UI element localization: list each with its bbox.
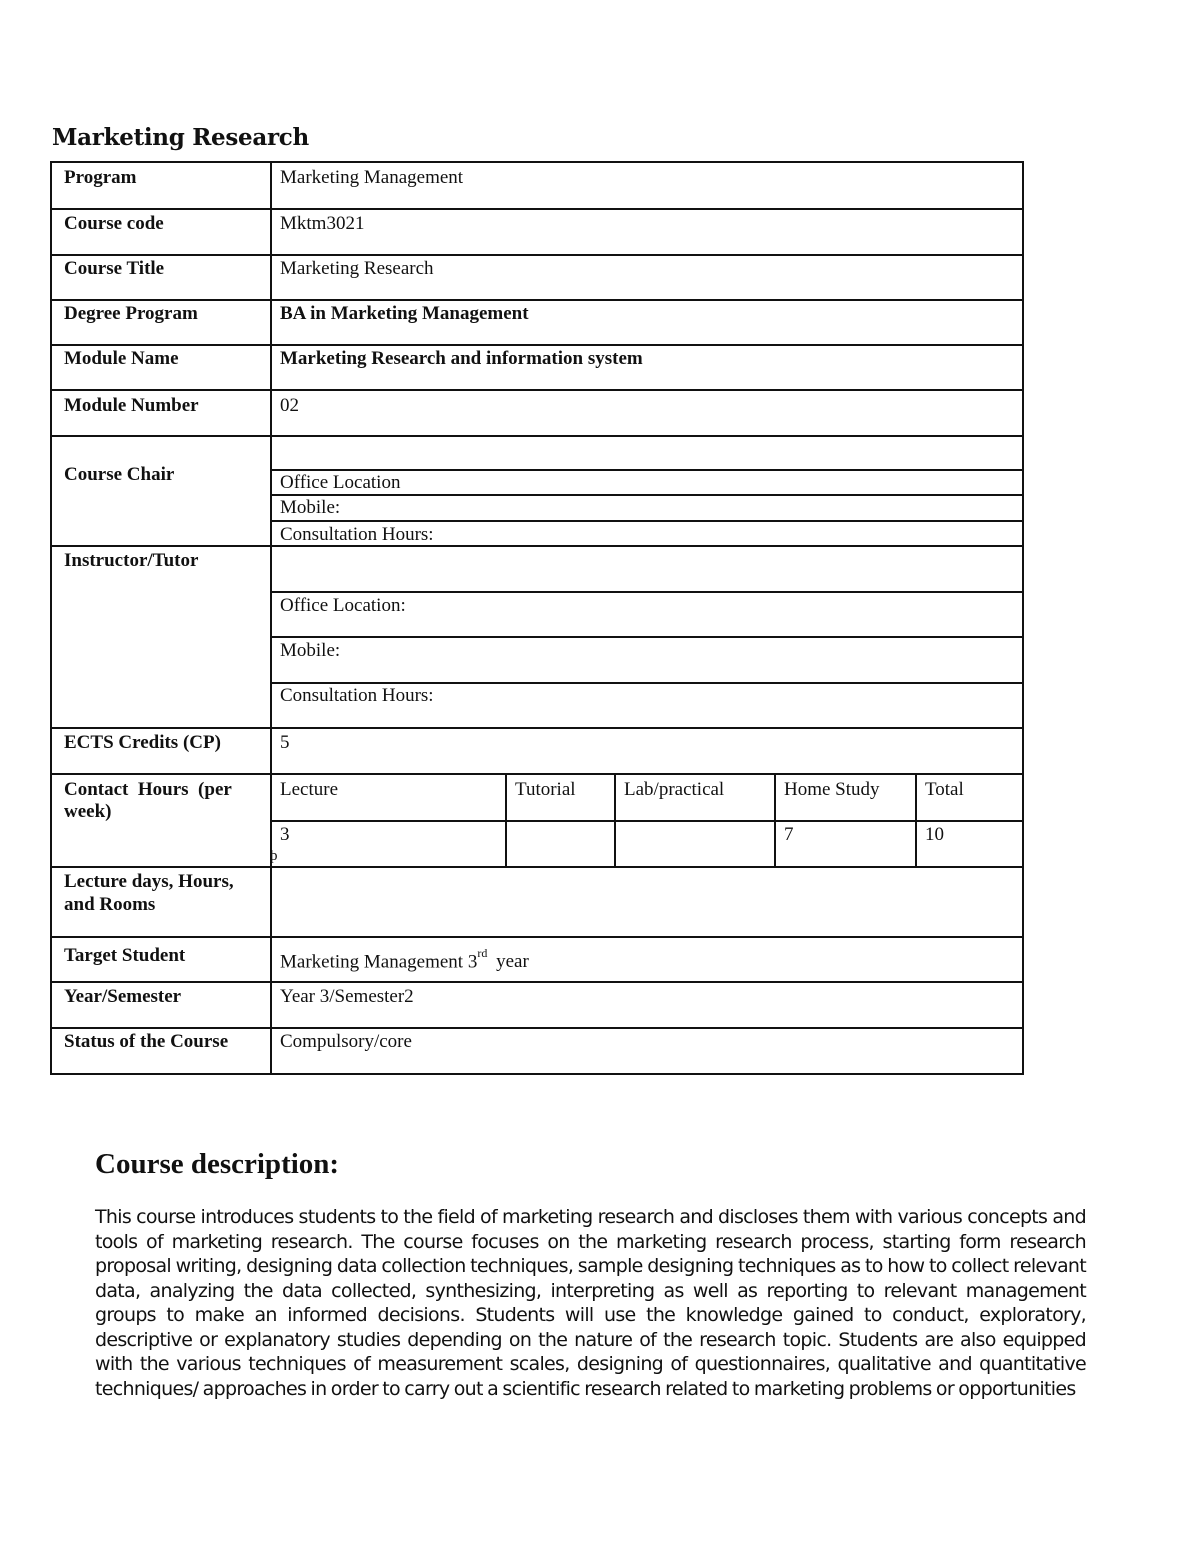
sub-row-divider (270, 820, 1024, 822)
row-divider (50, 1027, 1024, 1029)
status-value: Compulsory/core (280, 1031, 412, 1052)
contact-header-lecture: Lecture (280, 779, 339, 800)
year-semester-value: Year 3/Semester2 (280, 986, 414, 1007)
course-chair-mobile: Mobile: (280, 497, 341, 518)
sub-row-divider (270, 494, 1024, 496)
course-description-heading: Course description: (95, 1148, 340, 1180)
row-divider (50, 545, 1024, 547)
module-name-label: Module Name (64, 348, 179, 369)
row-divider (50, 344, 1024, 346)
contact-header-lab: Lab/practical (624, 779, 725, 800)
sub-row-divider (270, 682, 1024, 684)
document-title: Marketing Research (52, 124, 309, 151)
contact-header-total: Total (925, 779, 964, 800)
target-student-label: Target Student (64, 945, 186, 966)
sub-row-divider (270, 469, 1024, 471)
row-divider (50, 773, 1024, 775)
contact-hours-label: Contact Hours (per (64, 779, 232, 800)
instructor-mobile: Mobile: (280, 640, 341, 661)
course-title-label: Course Title (64, 258, 165, 279)
row-divider (50, 936, 1024, 938)
target-student-text: Marketing Management 3 (280, 951, 478, 973)
row-divider (50, 981, 1024, 983)
ects-label: ECTS Credits (CP) (64, 732, 221, 753)
target-student-suffix: year (496, 951, 529, 973)
course-code-value: Mktm3021 (280, 213, 365, 234)
column-divider (614, 773, 616, 866)
instructor-office: Office Location: (280, 595, 406, 616)
lecture-days-label-cont: and Rooms (64, 894, 156, 915)
program-label: Program (64, 167, 137, 188)
contact-hours-label-cont: week) (64, 801, 112, 822)
course-description-text: This course introduces students to the field of marketing research and discloses them with various concepts and tools of marketing research. The course focuses on the marketing research process, starting form research proposal writing, designing data collection techniques, sample designing techniques as to how to collect relevant data, analyzing the data collected, synthesizing, interpreting as well as reporting to relevant management groups to make an informed decisions. Students will use the knowledge gained to conduct, exploratory, descriptive or explanatory studies depending on the nature of the research topic. Students are also equipped with the various techniques of measurement scales, designing of questionnaires, qualitative and quantitative techniques/ approaches in order to carry out a scientific research related to marketing problems or opportunities (95, 1206, 1086, 1400)
course-chair-consultation: Consultation Hours: (280, 524, 434, 545)
instructor-consultation: Consultation Hours: (280, 685, 434, 706)
column-divider (915, 773, 917, 866)
course-chair-label: Course Chair (64, 464, 175, 485)
contact-value-home-study: 7 (784, 824, 794, 845)
target-student-superscript: rd (477, 946, 488, 960)
contact-header-home-study: Home Study (784, 779, 880, 800)
row-divider (50, 435, 1024, 437)
status-label: Status of the Course (64, 1031, 229, 1052)
module-number-value: 02 (280, 395, 299, 416)
row-divider (50, 389, 1024, 391)
module-number-label: Module Number (64, 395, 199, 416)
course-chair-office: Office Location (280, 472, 401, 493)
contact-value-total: 10 (925, 824, 944, 845)
contact-stray-mark: þ (270, 848, 278, 864)
row-divider (50, 299, 1024, 301)
target-student-value (280, 945, 529, 973)
column-divider (774, 773, 776, 866)
program-value: Marketing Management (280, 167, 464, 188)
sub-row-divider (270, 636, 1024, 638)
row-divider (50, 866, 1024, 868)
row-divider (50, 254, 1024, 256)
contact-value-lecture: 3 (280, 824, 290, 845)
instructor-label: Instructor/Tutor (64, 550, 199, 571)
sub-row-divider (270, 520, 1024, 522)
column-divider (505, 773, 507, 866)
course-code-label: Course code (64, 213, 164, 234)
row-divider (50, 727, 1024, 729)
contact-header-tutorial: Tutorial (515, 779, 576, 800)
course-title-value: Marketing Research (280, 258, 434, 279)
course-info-table (50, 161, 1024, 1075)
module-name-value: Marketing Research and information system (280, 348, 643, 369)
degree-program-label: Degree Program (64, 303, 198, 324)
sub-row-divider (270, 591, 1024, 593)
lecture-days-label: Lecture days, Hours, (64, 871, 234, 892)
year-semester-label: Year/Semester (64, 986, 182, 1007)
ects-value: 5 (280, 732, 290, 753)
degree-program-value: BA in Marketing Management (280, 303, 529, 324)
row-divider (50, 208, 1024, 210)
